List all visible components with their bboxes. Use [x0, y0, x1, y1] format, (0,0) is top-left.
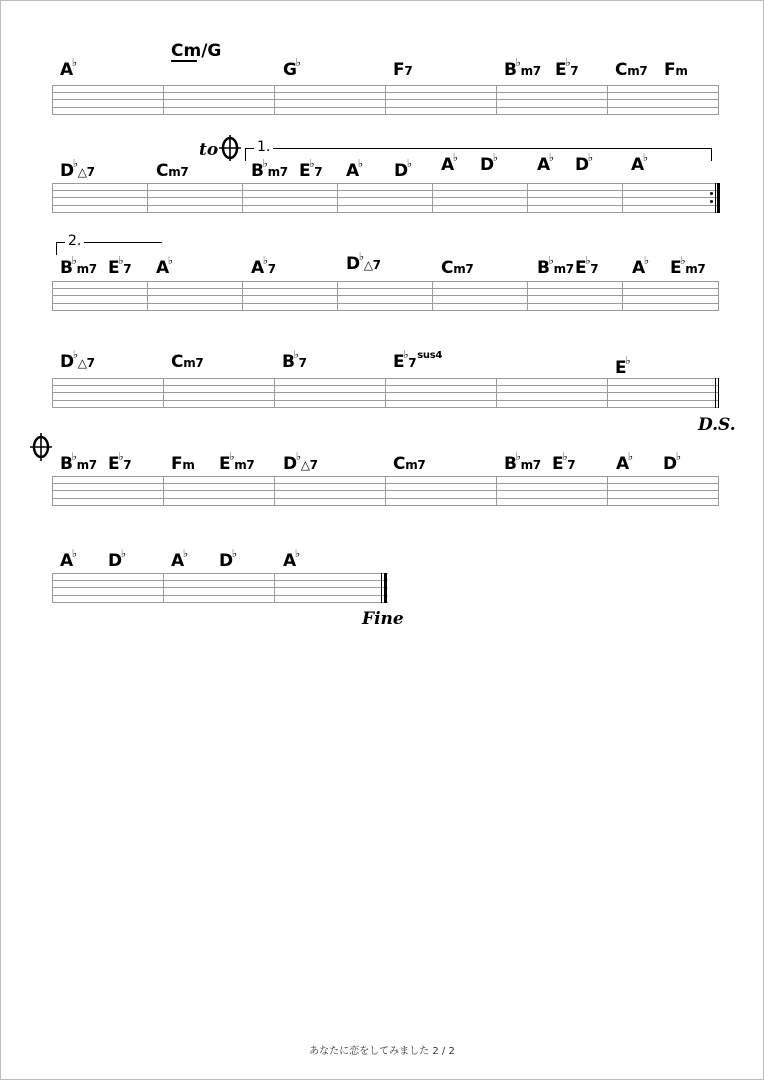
chord-text: A♭	[60, 547, 77, 571]
chord-text: A♭	[171, 547, 188, 571]
chord-text: D♭	[480, 151, 498, 175]
chord-text: B♭m7	[504, 56, 541, 80]
staff	[52, 378, 719, 408]
chord-symbol	[60, 254, 97, 279]
chord-text: D♭△7	[60, 157, 95, 181]
chord-text: A♭	[156, 254, 173, 278]
chord-symbol	[616, 450, 633, 475]
chord-symbol	[60, 348, 95, 373]
chord-symbol	[171, 455, 195, 474]
chord-text: E♭7	[108, 450, 132, 474]
staff	[52, 183, 719, 213]
first-ending-label: 1.	[254, 139, 273, 155]
chord-symbol	[664, 61, 688, 80]
chord-symbol	[480, 151, 498, 176]
chord-symbol	[394, 157, 412, 182]
chord-text: Cm/G	[171, 41, 222, 61]
final-bar-thin	[381, 573, 382, 603]
chord-symbol	[575, 254, 599, 279]
chord-symbol	[171, 547, 188, 572]
chord-text: A♭	[616, 450, 633, 474]
chord-text: F7	[393, 60, 413, 80]
chord-symbol	[537, 151, 554, 176]
chord-symbol	[552, 450, 576, 475]
chord-text: D♭	[108, 547, 126, 571]
chord-symbol	[60, 157, 95, 182]
coda-icon	[218, 134, 242, 162]
second-ending-label: 2.	[65, 233, 84, 249]
chord-text: E♭7	[575, 254, 599, 278]
chord-symbol	[504, 450, 541, 475]
chord-symbol	[615, 354, 631, 379]
chord-symbol	[156, 162, 188, 181]
chord-symbol	[575, 151, 593, 176]
chord-text: D♭△7	[60, 348, 95, 372]
repeat-dot	[710, 200, 713, 203]
repeat-thin-bar	[715, 183, 716, 213]
chord-text: E♭7	[552, 450, 576, 474]
chord-text: B♭m7	[537, 254, 574, 278]
chord-symbol	[663, 450, 681, 475]
chord-text: E♭m7	[670, 254, 706, 278]
chord-symbol	[171, 353, 203, 372]
chord-text: $E^♭7^{sus4}$	[393, 348, 443, 372]
chord-text: E♭m7	[219, 450, 255, 474]
chord-symbol	[108, 547, 126, 572]
repeat-thick-bar	[717, 183, 720, 213]
chord-symbol	[156, 254, 173, 279]
chord-text: B♭m7	[251, 157, 288, 181]
chord-text: A♭	[60, 56, 77, 80]
chord-symbol	[393, 348, 443, 374]
chord-symbol	[251, 254, 276, 279]
chord-symbol	[631, 151, 648, 176]
to-coda-text: to	[199, 140, 219, 160]
chord-text: E♭7	[108, 254, 132, 278]
staff	[52, 573, 388, 603]
chord-symbol	[504, 56, 541, 81]
chord-symbol	[441, 259, 473, 278]
chord-text: Cm7	[441, 258, 474, 278]
staff	[52, 476, 719, 506]
chord-text: A♭	[346, 157, 363, 181]
chord-symbol	[283, 56, 301, 81]
chord-symbol	[393, 455, 425, 474]
chord-symbol	[251, 157, 288, 182]
chord-text: E♭	[615, 354, 631, 378]
chord-symbol	[299, 157, 323, 182]
chord-text: Cm7	[156, 161, 189, 181]
chord-text: A♭	[631, 151, 648, 175]
chord-symbol	[108, 450, 132, 475]
page-footer	[0, 1042, 764, 1057]
coda-icon	[29, 432, 53, 462]
chord-text: B♭m7	[60, 450, 97, 474]
chord-text: Cm7	[171, 352, 204, 372]
chord-text: A♭	[441, 151, 458, 175]
chord-symbol	[346, 250, 381, 275]
chord-text: E♭7	[555, 56, 579, 80]
double-bar-thin	[715, 378, 716, 408]
chord-text: D♭	[219, 547, 237, 571]
chord-text: D♭	[663, 450, 681, 474]
fine-text: Fine	[362, 609, 404, 629]
chord-text: Fm	[664, 60, 688, 80]
chord-text: Fm	[171, 454, 195, 474]
chord-symbol	[283, 547, 300, 572]
chord-symbol	[555, 56, 579, 81]
final-bar-thick	[384, 573, 387, 603]
chord-text: B♭m7	[504, 450, 541, 474]
chord-symbol	[219, 450, 255, 475]
page-number: 2 / 2	[432, 1046, 455, 1057]
song-title: あなたに恋をしてみました	[309, 1046, 430, 1057]
staff	[52, 281, 719, 311]
chord-symbol	[670, 254, 706, 279]
chord-symbol	[60, 450, 97, 475]
chord-text: A♭	[632, 254, 649, 278]
chord-text: D♭△7	[283, 450, 318, 474]
chord-text: G♭	[283, 56, 301, 80]
chord-text: Cm7	[393, 454, 426, 474]
chord-text: D♭	[575, 151, 593, 175]
chord-symbol	[632, 254, 649, 279]
ds-text: D.S.	[698, 415, 736, 435]
chord-symbol	[283, 450, 318, 475]
chord-symbol	[108, 254, 132, 279]
chord-symbol	[537, 254, 574, 279]
staff	[52, 85, 719, 115]
chord-text: D♭△7	[346, 250, 381, 274]
chord-symbol	[615, 61, 647, 80]
double-bar-thin	[718, 378, 719, 408]
chord-text: B♭m7	[60, 254, 97, 278]
slash-chord	[171, 41, 222, 62]
chord-symbol	[393, 61, 412, 80]
chord-text: A♭7	[251, 254, 276, 278]
chord-symbol	[219, 547, 237, 572]
chord-symbol	[346, 157, 363, 182]
chord-symbol	[282, 348, 307, 373]
chord-text: D♭	[394, 157, 412, 181]
chord-symbol	[60, 547, 77, 572]
chord-symbol	[60, 56, 77, 81]
chord-text: B♭7	[282, 348, 307, 372]
chord-text: Cm7	[615, 60, 648, 80]
chord-text: A♭	[283, 547, 300, 571]
chord-symbol	[441, 151, 458, 176]
chord-text: E♭7	[299, 157, 323, 181]
repeat-dot	[710, 192, 713, 195]
chord-text: A♭	[537, 151, 554, 175]
